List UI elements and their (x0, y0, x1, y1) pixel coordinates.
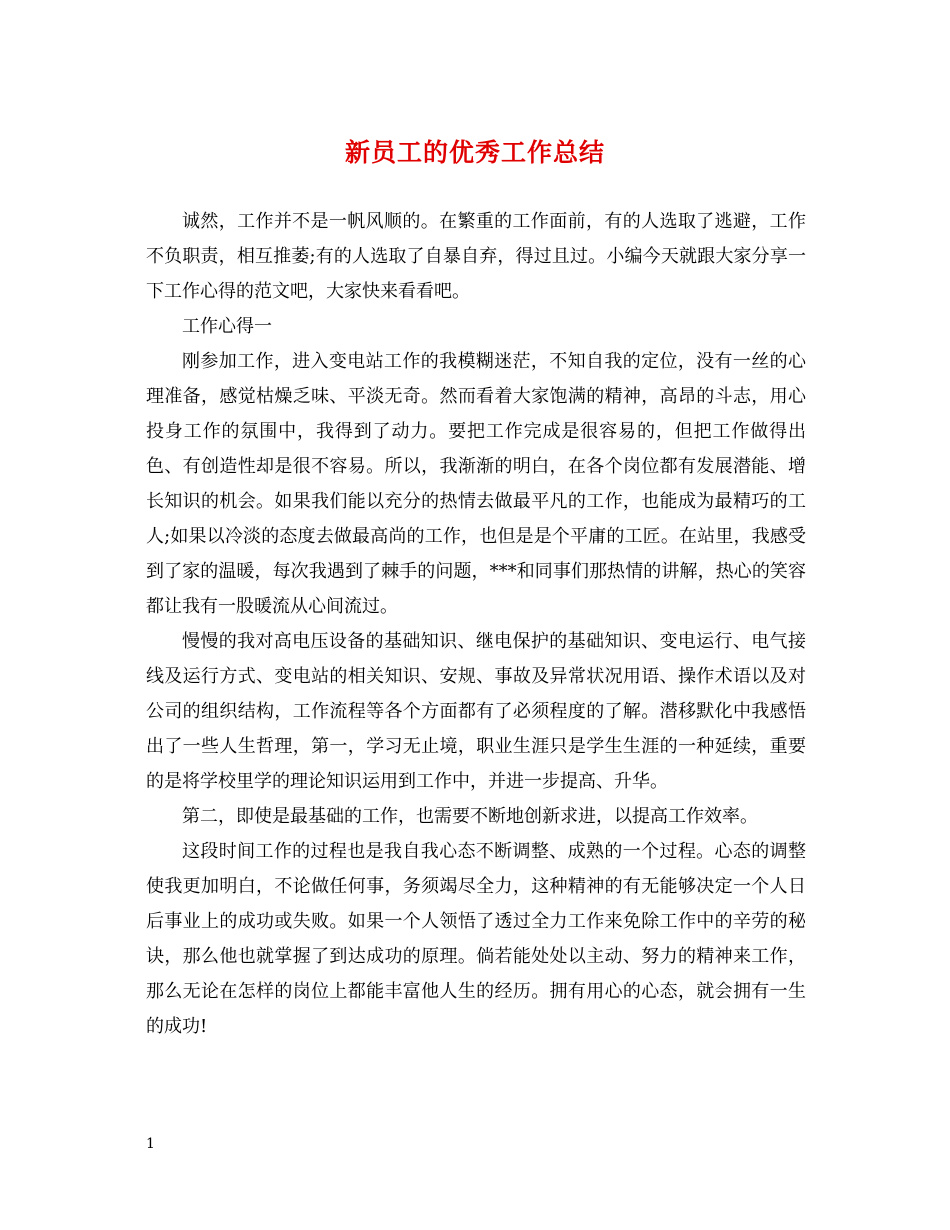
intro-paragraph: 诚然，工作并不是一帆风顺的。在繁重的工作面前，有的人选取了逃避，工作不负职责，相互推萎;有的人选取了自暴自弃，得过且过。小编今天就跟大家分享一下工作心得的范文吧，大家快来看看吧。 (146, 211, 806, 302)
document-body (146, 204, 806, 1044)
body-paragraph: 第二，即使是最基础的工作，也需要不断地创新求进，以提高工作效率。 (182, 806, 758, 827)
body-paragraph: 慢慢的我对高电压设备的基础知识、继电保护的基础知识、变电运行、电气接线及运行方式、变电站的相关知识、安规、事故及异常状况用语、操作术语以及对公司的组织结构，工作流程等各个方面都有了必须程度的了解。潜移默化中我感悟出了一些人生哲理，第一，学习无止境，职业生涯只是学生生涯的一种延续，重要的是将学校里学的理论知识运用到工作中，并进一步提高、升华。 (146, 631, 806, 792)
body-paragraph: 这段时间工作的过程也是我自我心态不断调整、成熟的一个过程。心态的调整使我更加明白，不论做任何事，务须竭尽全力，这种精神的有无能够决定一个人日后事业上的成功或失败。如果一个人领悟了透过全力工作来免除工作中的辛劳的秘诀，那么他也就掌握了到达成功的原理。倘若能处处以主动、努力的精神来工作，那么无论在怎样的岗位上都能丰富他人生的经历。拥有用心的心态，就会拥有一生的成功! (146, 841, 806, 1037)
page-number: 1 (146, 1136, 155, 1152)
document-title: 新员工的优秀工作总结 (344, 138, 605, 167)
body-paragraph: 刚参加工作，进入变电站工作的我模糊迷茫，不知自我的定位，没有一丝的心理准备，感觉枯燥乏味、平淡无奇。然而看着大家饱满的精神，高昂的斗志，用心投身工作的氛围中，我得到了动力。要把工作完成是很容易的，但把工作做得出色、有创造性却是很不容易。所以，我渐渐的明白，在各个岗位都有发展潜能、增长知识的机会。如果我们能以充分的热情去做最平凡的工作，也能成为最精巧的工人;如果以冷淡的态度去做最高尚的工作，也但是是个平庸的工匠。在站里，我感受到了家的温暖，每次我遇到了棘手的问题，***和同事们那热情的讲解，热心的笑容都让我有一股暖流从心间流过。 (146, 351, 806, 617)
section-heading: 工作心得一 (182, 316, 272, 337)
